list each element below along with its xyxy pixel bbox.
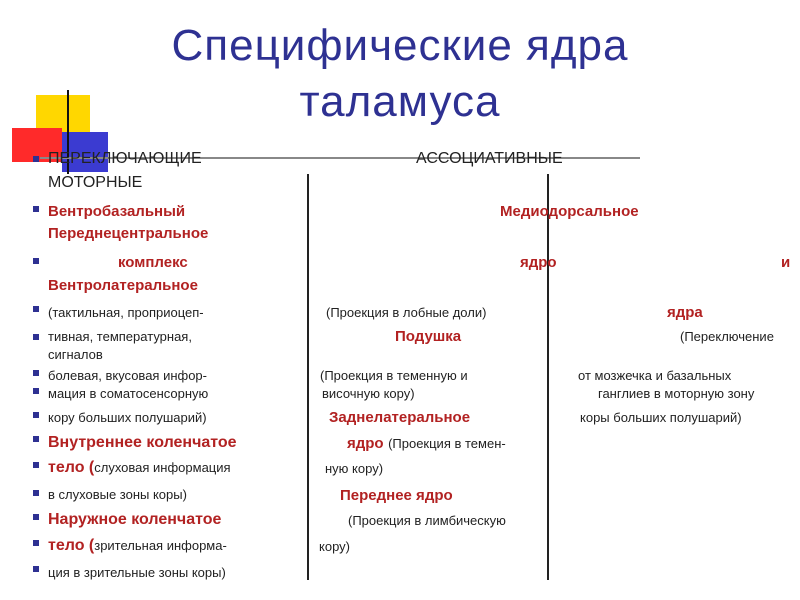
nucleus-ventrobasal-complex: комплекс <box>118 254 188 271</box>
nucleus-lateral-posterior-label: ядро <box>347 435 384 452</box>
nucleus-ventrolateral: Вентролатеральное <box>48 277 198 294</box>
bullet-marker <box>33 258 39 264</box>
col2-text: (Проекция в темен- <box>388 436 506 451</box>
bullet-marker <box>33 436 39 442</box>
nucleus-mediodorsal: Медиодорсальное <box>500 203 639 220</box>
col1-text: мация в соматосенсорную <box>48 386 209 401</box>
nucleus-mediodorsal-label: ядро <box>520 254 557 271</box>
col3-text: коры больших полушарий) <box>580 410 742 425</box>
nucleus-lateral-posterior: Заднелатеральное <box>329 409 471 426</box>
nucleus-anterocentral: Переднецентральное <box>48 225 209 242</box>
bullet-marker <box>33 334 39 340</box>
bullet-marker <box>33 514 39 520</box>
nucleus-lateral-geniculate-body: тело ( <box>48 537 95 554</box>
col3-text: сигналов <box>48 347 103 362</box>
col2-text: (Проекция в лобные доли) <box>326 305 487 320</box>
bullet-marker <box>33 412 39 418</box>
col3-text: ганглиев в моторную зону <box>598 386 755 401</box>
bullet-marker <box>33 490 39 496</box>
column-divider-2 <box>547 174 549 580</box>
col1-line-9 <box>48 460 231 476</box>
col2-text: (Проекция в лимбическую <box>348 513 506 528</box>
page-title <box>0 18 800 130</box>
bullet-marker <box>33 206 39 212</box>
col1-text: (тактильная, проприоцеп- <box>48 305 204 320</box>
bullet-marker <box>33 540 39 546</box>
header-motor: МОТОРНЫЕ <box>48 174 143 191</box>
nuclei-label: ядра <box>667 304 703 321</box>
col2-text: височную кору) <box>322 386 415 401</box>
nucleus-anterior: Переднее ядро <box>340 487 453 504</box>
nucleus-lateral-geniculate: Наружное коленчатое <box>48 511 222 528</box>
col1-text: тивная, температурная, <box>48 329 192 344</box>
col2-text: кору) <box>319 539 350 554</box>
nucleus-ventrobasal: Вентробазальный <box>48 203 186 220</box>
column-divider-1 <box>307 174 309 580</box>
header-associative: АССОЦИАТИВНЫЕ <box>416 150 563 167</box>
col2-text: (Проекция в теменную и <box>320 368 468 383</box>
col1-text: кору больших полушарий) <box>48 410 207 425</box>
conjunction-and: и <box>781 254 791 271</box>
bullet-marker <box>33 370 39 376</box>
bullet-marker <box>33 462 39 468</box>
col2-text: ную кору) <box>325 461 384 476</box>
col1-text: болевая, вкусовая инфор- <box>48 368 207 383</box>
col1-text: в слуховые зоны коры) <box>48 487 187 502</box>
nucleus-medial-geniculate-body: тело ( <box>48 459 95 476</box>
nucleus-medial-geniculate: Внутреннее коленчатое <box>48 434 237 451</box>
bullet-marker <box>33 156 39 162</box>
nucleus-pulvinar: Подушка <box>395 328 462 345</box>
col1-text: слуховая информация <box>94 460 231 475</box>
title-line-2: таламуса <box>299 77 501 126</box>
col1-text: ция в зрительные зоны коры) <box>48 565 226 580</box>
col3-text: (Переключение <box>680 329 774 344</box>
bullet-marker <box>33 566 39 572</box>
title-line-1: Специфические ядра <box>171 21 629 70</box>
col2-line-8 <box>347 436 506 452</box>
col1-line-12 <box>48 538 227 554</box>
bullet-marker <box>33 306 39 312</box>
header-switching: ПЕРЕКЛЮЧАЮЩИЕ <box>48 150 202 167</box>
bullet-marker <box>33 388 39 394</box>
col3-text: от мозжечка и базальных <box>578 368 732 383</box>
col1-text: зрительная информа- <box>94 538 227 553</box>
